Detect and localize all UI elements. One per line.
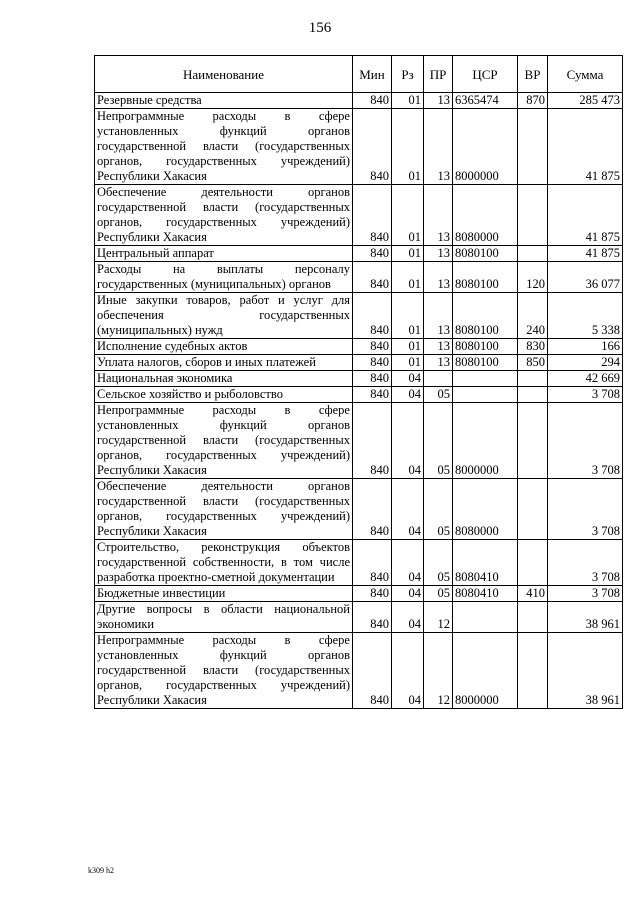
cell-pr: 12 [424, 633, 453, 709]
cell-pr: 05 [424, 540, 453, 586]
cell-pr: 05 [424, 586, 453, 602]
cell-rz: 01 [392, 339, 424, 355]
cell-vr: 870 [518, 93, 548, 109]
table-row [95, 586, 623, 602]
cell-sum: 36 077 [548, 262, 623, 293]
cell-vr [518, 371, 548, 387]
cell-min: 840 [353, 246, 392, 262]
cell-vr: 410 [518, 586, 548, 602]
cell-name: Непрограммные расходы в сфере установленных функций органов государственной власти (государственных органов, государственных учреждений) Республики Хакасия [95, 633, 353, 709]
cell-pr: 13 [424, 246, 453, 262]
cell-min: 840 [353, 355, 392, 371]
cell-sum: 42 669 [548, 371, 623, 387]
cell-vr [518, 185, 548, 246]
cell-vr [518, 403, 548, 479]
cell-csr: 8000000 [453, 109, 518, 185]
cell-vr: 120 [518, 262, 548, 293]
cell-rz: 01 [392, 246, 424, 262]
cell-csr [453, 387, 518, 403]
cell-rz: 04 [392, 403, 424, 479]
table-row [95, 540, 623, 586]
table-row [95, 93, 623, 109]
cell-pr: 05 [424, 403, 453, 479]
cell-sum: 294 [548, 355, 623, 371]
cell-vr: 830 [518, 339, 548, 355]
cell-csr: 8080000 [453, 185, 518, 246]
cell-csr: 8080410 [453, 540, 518, 586]
cell-min: 840 [353, 387, 392, 403]
table-row [95, 339, 623, 355]
page-number: 156 [308, 20, 332, 36]
cell-vr [518, 540, 548, 586]
cell-pr: 05 [424, 387, 453, 403]
table-row [95, 371, 623, 387]
cell-pr: 13 [424, 293, 453, 339]
cell-sum: 5 338 [548, 293, 623, 339]
cell-pr: 05 [424, 479, 453, 540]
cell-name: Центральный аппарат [95, 246, 353, 262]
cell-csr: 8000000 [453, 403, 518, 479]
cell-csr: 8080410 [453, 586, 518, 602]
cell-pr: 13 [424, 262, 453, 293]
cell-sum: 285 473 [548, 93, 623, 109]
cell-name: Иные закупки товаров, работ и услуг для обеспечения государственных (муниципальных) нужд [95, 293, 353, 339]
cell-rz: 04 [392, 602, 424, 633]
cell-pr: 13 [424, 185, 453, 246]
table-row [95, 355, 623, 371]
cell-vr [518, 246, 548, 262]
footer-code: k309 h2 [88, 866, 114, 875]
cell-min: 840 [353, 93, 392, 109]
cell-rz: 01 [392, 293, 424, 339]
cell-name: Непрограммные расходы в сфере установленных функций органов государственной власти (государственных органов, государственных учреждений) Республики Хакасия [95, 403, 353, 479]
cell-pr: 13 [424, 355, 453, 371]
cell-csr: 8080100 [453, 246, 518, 262]
cell-name: Строительство, реконструкция объектов государственной собственности, в том числе разработка проектно-сметной документации [95, 540, 353, 586]
cell-sum: 3 708 [548, 586, 623, 602]
column-header-pr: ПР [424, 56, 453, 93]
cell-min: 840 [353, 602, 392, 633]
cell-csr [453, 602, 518, 633]
cell-name: Уплата налогов, сборов и иных платежей [95, 355, 353, 371]
cell-sum: 3 708 [548, 403, 623, 479]
cell-sum: 3 708 [548, 479, 623, 540]
cell-rz: 01 [392, 93, 424, 109]
cell-sum: 41 875 [548, 109, 623, 185]
column-header-sum: Сумма [548, 56, 623, 93]
budget-table [94, 55, 623, 709]
cell-csr: 8080000 [453, 479, 518, 540]
cell-csr: 8080100 [453, 262, 518, 293]
table-row [95, 262, 623, 293]
cell-csr: 6365474 [453, 93, 518, 109]
table-row [95, 387, 623, 403]
cell-name: Непрограммные расходы в сфере установленных функций органов государственной власти (государственных органов, государственных учреждений) Республики Хакасия [95, 109, 353, 185]
cell-sum: 3 708 [548, 387, 623, 403]
cell-vr [518, 387, 548, 403]
table-row [95, 479, 623, 540]
cell-min: 840 [353, 339, 392, 355]
column-header-vr: ВР [518, 56, 548, 93]
cell-rz: 04 [392, 540, 424, 586]
cell-name: Обеспечение деятельности органов государственной власти (государственных органов, государственных учреждений) Республики Хакасия [95, 185, 353, 246]
cell-min: 840 [353, 262, 392, 293]
cell-name: Сельское хозяйство и рыболовство [95, 387, 353, 403]
table-row [95, 602, 623, 633]
table-row [95, 185, 623, 246]
cell-rz: 01 [392, 355, 424, 371]
cell-rz: 04 [392, 387, 424, 403]
table-row [95, 293, 623, 339]
cell-pr: 13 [424, 93, 453, 109]
column-header-min: Мин [353, 56, 392, 93]
cell-min: 840 [353, 403, 392, 479]
cell-min: 840 [353, 185, 392, 246]
cell-rz: 01 [392, 262, 424, 293]
column-header-name: Наименование [95, 56, 353, 93]
cell-min: 840 [353, 293, 392, 339]
cell-pr [424, 371, 453, 387]
cell-name: Другие вопросы в области национальной экономики [95, 602, 353, 633]
cell-vr [518, 602, 548, 633]
cell-name: Обеспечение деятельности органов государственной власти (государственных органов, государственных учреждений) Республики Хакасия [95, 479, 353, 540]
cell-min: 840 [353, 633, 392, 709]
column-header-rz: Рз [392, 56, 424, 93]
cell-vr [518, 479, 548, 540]
cell-rz: 04 [392, 371, 424, 387]
cell-csr: 8080100 [453, 293, 518, 339]
cell-sum: 41 875 [548, 246, 623, 262]
cell-csr: 8000000 [453, 633, 518, 709]
cell-min: 840 [353, 109, 392, 185]
cell-csr: 8080100 [453, 355, 518, 371]
cell-min: 840 [353, 479, 392, 540]
cell-rz: 01 [392, 185, 424, 246]
cell-min: 840 [353, 371, 392, 387]
cell-name: Национальная экономика [95, 371, 353, 387]
cell-name: Исполнение судебных актов [95, 339, 353, 355]
cell-vr: 240 [518, 293, 548, 339]
cell-csr: 8080100 [453, 339, 518, 355]
cell-pr: 12 [424, 602, 453, 633]
cell-vr [518, 109, 548, 185]
cell-name: Резервные средства [95, 93, 353, 109]
cell-sum: 166 [548, 339, 623, 355]
cell-min: 840 [353, 540, 392, 586]
cell-pr: 13 [424, 109, 453, 185]
table-row [95, 403, 623, 479]
table-row [95, 246, 623, 262]
cell-rz: 01 [392, 109, 424, 185]
cell-rz: 04 [392, 633, 424, 709]
cell-sum: 41 875 [548, 185, 623, 246]
cell-sum: 3 708 [548, 540, 623, 586]
cell-rz: 04 [392, 586, 424, 602]
cell-pr: 13 [424, 339, 453, 355]
table-header-row [95, 56, 623, 93]
cell-name: Расходы на выплаты персоналу государственных (муниципальных) органов [95, 262, 353, 293]
cell-name: Бюджетные инвестиции [95, 586, 353, 602]
cell-sum: 38 961 [548, 633, 623, 709]
cell-vr: 850 [518, 355, 548, 371]
cell-rz: 04 [392, 479, 424, 540]
cell-min: 840 [353, 586, 392, 602]
cell-sum: 38 961 [548, 602, 623, 633]
column-header-csr: ЦСР [453, 56, 518, 93]
cell-vr [518, 633, 548, 709]
table-row [95, 633, 623, 709]
table-row [95, 109, 623, 185]
cell-csr [453, 371, 518, 387]
